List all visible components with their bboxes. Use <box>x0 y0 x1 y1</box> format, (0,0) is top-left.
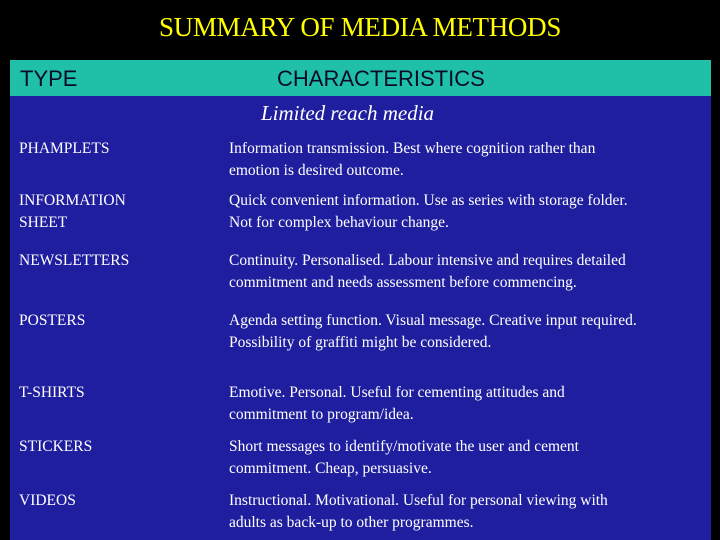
characteristics-text: Quick convenient information. Use as series with storage folder. <box>229 192 628 209</box>
type-text: STICKERS <box>19 438 93 455</box>
characteristics-text: Instructional. Motivational. Useful for personal viewing with <box>229 492 608 509</box>
type-column-header: TYPE <box>20 66 78 91</box>
characteristics-cell <box>229 382 709 426</box>
characteristics-cell <box>229 490 709 534</box>
characteristics-text: Continuity. Personalised. Labour intensive and requires detailed <box>229 252 626 269</box>
type-text: T-SHIRTS <box>19 384 85 401</box>
characteristics-text: Possibility of graffiti might be considered. <box>229 334 492 351</box>
type-cell <box>19 138 219 160</box>
type-cell <box>19 382 219 404</box>
type-text: INFORMATION <box>19 192 126 209</box>
characteristics-cell <box>229 250 709 294</box>
type-cell <box>19 310 219 332</box>
type-text: PHAMPLETS <box>19 140 110 157</box>
characteristics-cell <box>229 190 709 234</box>
characteristics-text: Not for complex behaviour change. <box>229 214 449 231</box>
characteristics-text: Emotive. Personal. Useful for cementing attitudes and <box>229 384 565 401</box>
media-methods-table <box>10 129 711 540</box>
characteristics-column-header: CHARACTERISTICS <box>277 66 485 91</box>
characteristics-cell <box>229 310 709 354</box>
type-cell <box>19 250 219 272</box>
table-header <box>10 60 711 96</box>
characteristics-text: Information transmission. Best where cognition rather than <box>229 140 596 157</box>
characteristics-text: Short messages to identify/motivate the user and cement <box>229 438 579 455</box>
characteristics-cell <box>229 436 709 480</box>
type-text: SHEET <box>19 214 68 231</box>
type-text: POSTERS <box>19 312 86 329</box>
type-cell <box>19 490 219 512</box>
slide-title: SUMMARY OF MEDIA METHODS <box>158 12 562 42</box>
characteristics-text: adults as back-up to other programmes. <box>229 514 474 531</box>
characteristics-text: Agenda setting function. Visual message. Creative input required. <box>229 312 637 329</box>
characteristics-text: commitment. Cheap, persuasive. <box>229 460 432 477</box>
type-text: VIDEOS <box>19 492 76 509</box>
type-cell <box>19 436 219 458</box>
characteristics-text: commitment to program/idea. <box>229 406 414 423</box>
characteristics-text: commitment and needs assessment before commencing. <box>229 274 577 291</box>
limited-reach-media-label: Limited reach media <box>261 101 435 125</box>
section-subheader <box>10 96 711 129</box>
characteristics-text: emotion is desired outcome. <box>229 162 404 179</box>
type-cell <box>19 190 219 234</box>
characteristics-cell <box>229 138 709 182</box>
type-text: NEWSLETTERS <box>19 252 130 269</box>
